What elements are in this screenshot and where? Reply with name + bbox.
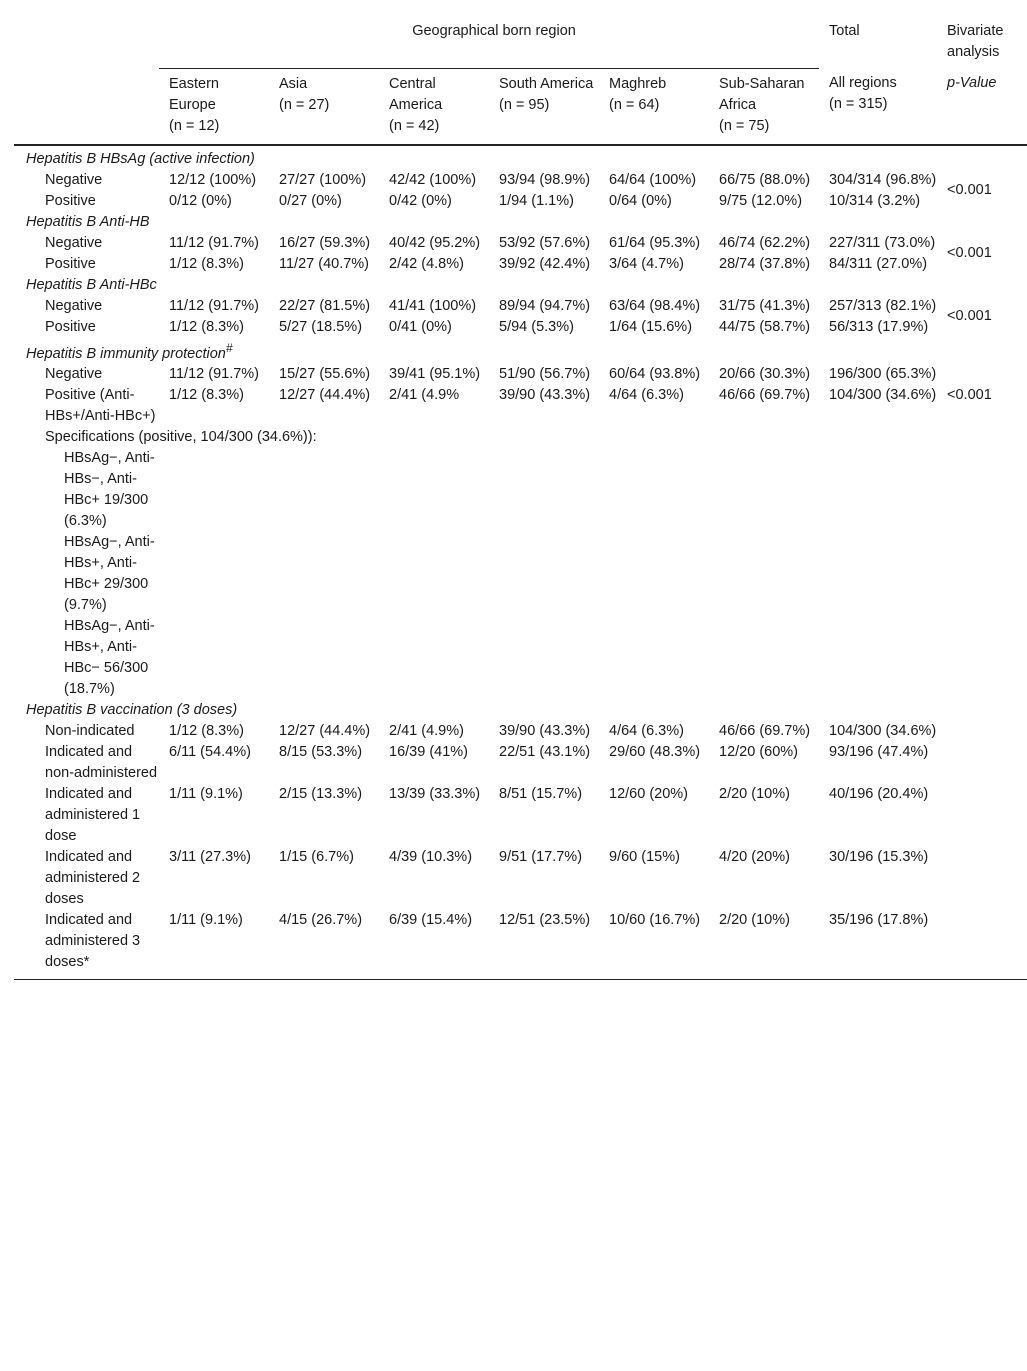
cell: 30/196 (15.3%) <box>829 849 929 866</box>
cell: 39/92 (42.4%) <box>499 255 591 272</box>
cell: 1/12 (8.3%) <box>169 723 244 740</box>
cell: 2/15 (13.3%) <box>279 786 363 803</box>
header-row-columns <box>14 68 1027 145</box>
row-label: Indicated and administered 3 doses* <box>14 910 159 980</box>
row-label: Indicated and administered 1 dose <box>45 786 141 845</box>
table-row <box>14 385 1027 427</box>
cell: 5/94 (5.3%) <box>499 318 574 335</box>
table-row <box>14 847 1027 910</box>
cell: 1/15 (6.7%) <box>279 849 354 866</box>
cell: 0/42 (0%) <box>389 192 452 209</box>
cell: 29/60 (48.3%) <box>609 744 701 761</box>
cell: 11/27 (40.7%) <box>279 255 370 272</box>
cell: 12/12 (100%) <box>169 171 257 188</box>
cell: 46/66 (69.7%) <box>719 387 811 404</box>
cell: 0/27 (0%) <box>279 192 342 209</box>
cell: 2/41 (4.9% <box>389 387 460 404</box>
cell: 16/27 (59.3%) <box>279 234 371 251</box>
specification-item: HBsAg−, Anti-HBs+, Anti-HBc+ 29/300 (9.7%) <box>64 534 155 614</box>
section-title-immunity: Hepatitis B immunity protection# <box>26 340 233 362</box>
col-header-central-america: Central America (n = 42) <box>379 68 489 145</box>
cell: 39/41 (95.1%) <box>389 366 481 383</box>
cell: 1/11 (9.1%) <box>159 910 269 980</box>
cell: 11/12 (91.7%) <box>169 366 260 383</box>
p-value: <0.001 <box>947 245 992 261</box>
total-header: Total <box>829 23 860 39</box>
col-header-eastern-europe: Eastern Europe (n = 12) <box>159 68 269 145</box>
cell: 304/314 (96.8%) <box>829 171 937 188</box>
cell: 39/90 (43.3%) <box>499 387 591 404</box>
cell: 63/64 (98.4%) <box>609 297 701 314</box>
p-value: <0.001 <box>947 308 992 324</box>
cell: 6/39 (15.4%) <box>379 910 489 980</box>
cell: 12/51 (23.5%) <box>489 910 599 980</box>
cell: 93/196 (47.4%) <box>829 744 929 761</box>
cell: 41/41 (100%) <box>389 297 477 314</box>
cell: 12/20 (60%) <box>719 744 798 761</box>
row-label: Positive <box>45 255 96 272</box>
table-row <box>14 448 1027 532</box>
header-row-top <box>14 12 1027 68</box>
table-row <box>14 742 1027 784</box>
row-label: Positive (Anti-HBs+/Anti-HBc+) <box>45 387 156 425</box>
cell: 12/27 (44.4%) <box>279 723 371 740</box>
cell: 39/90 (43.3%) <box>499 723 591 740</box>
bivariate-header: Bivariate analysis <box>947 23 1004 60</box>
row-label: Indicated and administered 2 doses <box>45 849 141 908</box>
table-row <box>14 296 1027 317</box>
cell: 84/311 (27.0%) <box>829 255 928 272</box>
cell: 1/12 (8.3%) <box>169 318 244 335</box>
cell: 4/64 (6.3%) <box>609 387 684 404</box>
cell: 51/90 (56.7%) <box>499 366 591 383</box>
cell: 40/42 (95.2%) <box>389 234 481 251</box>
row-label: Negative <box>45 234 103 251</box>
cell: 53/92 (57.6%) <box>499 234 591 251</box>
p-value: <0.001 <box>947 182 992 198</box>
cell: 20/66 (30.3%) <box>719 366 811 383</box>
col-header-sub-saharan-africa: Sub-Saharan Africa (n = 75) <box>709 68 819 145</box>
cell: 2/41 (4.9%) <box>389 723 464 740</box>
cell: 31/75 (41.3%) <box>719 297 811 314</box>
cell: 60/64 (93.8%) <box>609 366 701 383</box>
section-title-row <box>14 275 1027 296</box>
table-row <box>14 784 1027 847</box>
section-title-row <box>14 212 1027 233</box>
row-label: Positive <box>45 192 96 209</box>
cell: 22/51 (43.1%) <box>499 744 591 761</box>
specification-item: HBsAg−, Anti-HBs−, Anti-HBc+ 19/300 (6.3%) <box>64 450 155 530</box>
cell: 2/20 (10%) <box>709 910 819 980</box>
section-title-anti-hb: Hepatitis B Anti-HB <box>26 213 150 230</box>
cell: 11/12 (91.7%) <box>169 297 260 314</box>
cell: 22/27 (81.5%) <box>279 297 371 314</box>
col-header-asia: Asia (n = 27) <box>269 68 379 145</box>
cell: 11/12 (91.7%) <box>169 234 260 251</box>
cell: 0/64 (0%) <box>609 192 672 209</box>
section-title-row <box>14 338 1027 365</box>
col-header-pvalue: p-Value <box>937 68 1027 145</box>
row-label: Negative <box>45 297 103 314</box>
col-header-maghreb: Maghreb (n = 64) <box>599 68 709 145</box>
cell: 13/39 (33.3%) <box>389 786 481 803</box>
cell: 42/42 (100%) <box>389 171 477 188</box>
section-title-anti-hbc: Hepatitis B Anti-HBc <box>26 276 157 293</box>
cell: 0/12 (0%) <box>169 192 232 209</box>
row-label: Indicated and non-administered <box>45 744 158 782</box>
cell: 4/39 (10.3%) <box>389 849 473 866</box>
cell: 257/313 (82.1%) <box>829 297 937 314</box>
row-label: Negative <box>45 366 103 383</box>
p-value: <0.001 <box>947 387 992 404</box>
cell: 35/196 (17.8%) <box>819 910 937 980</box>
table-row <box>14 616 1027 700</box>
table-row <box>14 233 1027 254</box>
footnote-mark: # <box>225 340 233 355</box>
cell: 64/64 (100%) <box>609 171 697 188</box>
cell: 66/75 (88.0%) <box>719 171 811 188</box>
cell: 9/51 (17.7%) <box>499 849 583 866</box>
col-header-south-america: South America (n = 95) <box>489 68 599 145</box>
specifications-title: Specifications (positive, 104/300 (34.6%)): <box>45 429 317 446</box>
cell: 1/12 (8.3%) <box>169 255 244 272</box>
cell: 9/75 (12.0%) <box>719 192 803 209</box>
cell: 61/64 (95.3%) <box>609 234 701 251</box>
row-label: Negative <box>45 171 103 188</box>
cell: 196/300 (65.3%) <box>829 366 937 383</box>
cell: 12/60 (20%) <box>609 786 688 803</box>
cell: 4/64 (6.3%) <box>609 723 684 740</box>
row-label: Positive <box>45 318 96 335</box>
cell: 8/15 (53.3%) <box>279 744 363 761</box>
cell: 104/300 (34.6%) <box>829 387 937 404</box>
row-label: Non-indicated <box>45 723 135 740</box>
cell: 1/12 (8.3%) <box>169 387 244 404</box>
region-group-header: Geographical born region <box>159 12 819 68</box>
cell: 5/27 (18.5%) <box>279 318 363 335</box>
table-row <box>14 910 1027 980</box>
cell: 56/313 (17.9%) <box>829 318 929 335</box>
cell: 93/94 (98.9%) <box>499 171 591 188</box>
table-row <box>14 317 1027 338</box>
cell: 10/314 (3.2%) <box>829 192 921 209</box>
table-row <box>14 170 1027 191</box>
col-header-all-regions: All regions (n = 315) <box>819 68 937 145</box>
results-table <box>14 12 1027 980</box>
cell: 4/20 (20%) <box>719 849 790 866</box>
cell: 28/74 (37.8%) <box>719 255 811 272</box>
cell: 1/94 (1.1%) <box>499 192 574 209</box>
specification-item: HBsAg−, Anti-HBs+, Anti-HBc− 56/300 (18.7%) <box>64 618 155 698</box>
cell: 8/51 (15.7%) <box>499 786 583 803</box>
cell: 2/42 (4.8%) <box>389 255 464 272</box>
cell: 10/60 (16.7%) <box>599 910 709 980</box>
section-title-row <box>14 145 1027 170</box>
table-row <box>14 427 1027 448</box>
cell: 40/196 (20.4%) <box>829 786 929 803</box>
cell: 12/27 (44.4%) <box>279 387 371 404</box>
table-row <box>14 721 1027 742</box>
cell: 46/66 (69.7%) <box>719 723 811 740</box>
cell: 1/64 (15.6%) <box>609 318 693 335</box>
cell: 1/11 (9.1%) <box>169 786 243 803</box>
section-title-hbsag: Hepatitis B HBsAg (active infection) <box>26 150 255 167</box>
cell: 104/300 (34.6%) <box>829 723 937 740</box>
section-title-vaccination: Hepatitis B vaccination (3 doses) <box>26 702 238 719</box>
section-title-row <box>14 700 1027 721</box>
cell: 3/64 (4.7%) <box>609 255 684 272</box>
cell: 15/27 (55.6%) <box>279 366 371 383</box>
cell: 27/27 (100%) <box>279 171 367 188</box>
cell: 46/74 (62.2%) <box>719 234 811 251</box>
cell: 44/75 (58.7%) <box>719 318 811 335</box>
cell: 6/11 (54.4%) <box>169 744 251 761</box>
cell: 9/60 (15%) <box>609 849 680 866</box>
cell: 4/15 (26.7%) <box>269 910 379 980</box>
cell: 2/20 (10%) <box>719 786 790 803</box>
cell: 0/41 (0%) <box>389 318 452 335</box>
cell: 3/11 (27.3%) <box>169 849 251 866</box>
cell: 227/311 (73.0%) <box>829 234 936 251</box>
table-row <box>14 364 1027 385</box>
table-row <box>14 191 1027 212</box>
table-row <box>14 532 1027 616</box>
cell: 89/94 (94.7%) <box>499 297 591 314</box>
table-row <box>14 254 1027 275</box>
cell: 16/39 (41%) <box>389 744 468 761</box>
